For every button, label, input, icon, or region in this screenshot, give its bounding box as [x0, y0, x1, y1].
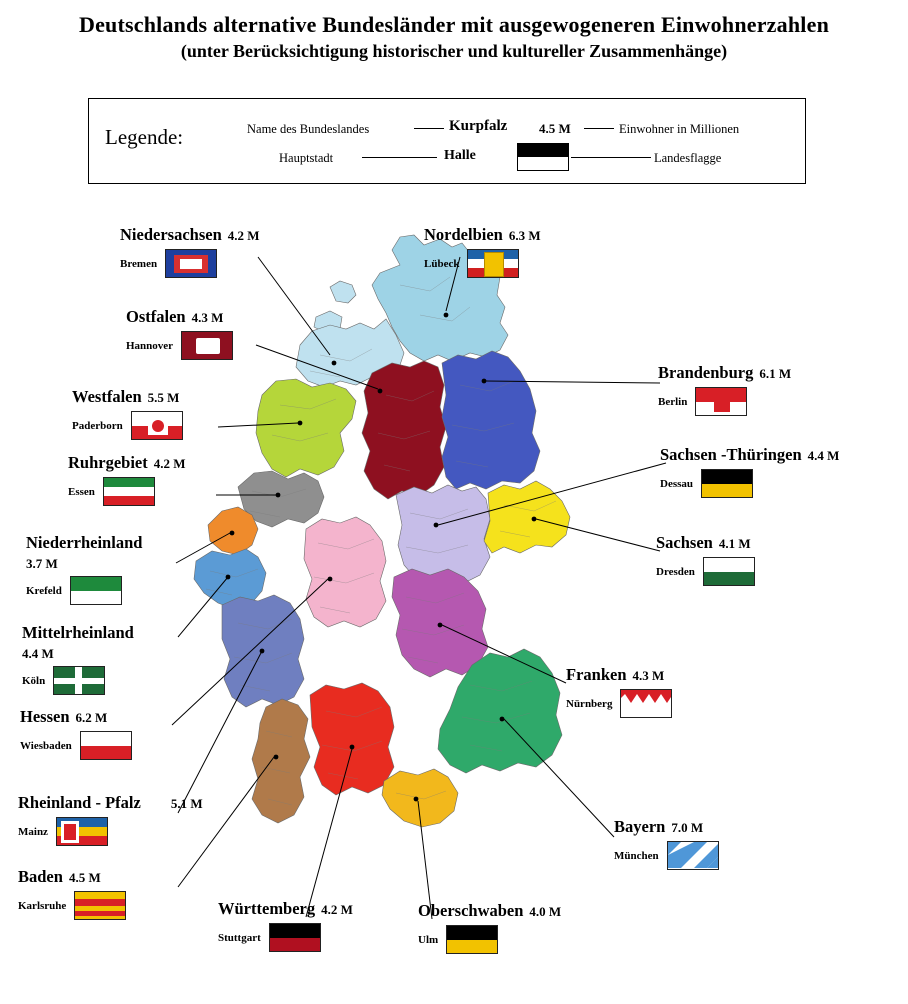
label-ruhrgebiet[interactable] [68, 453, 186, 506]
city-dot-paderborn [298, 421, 303, 426]
state-population: 5.5 M [147, 390, 180, 405]
label-westfalen[interactable] [72, 387, 183, 440]
city-dot-essen [276, 493, 281, 498]
state-population: 6.2 M [75, 710, 108, 725]
state-capital: Lübeck [424, 257, 460, 270]
state-name: Niedersachsen [120, 225, 222, 244]
city-dot-muenchen [500, 717, 505, 722]
state-capital: Stuttgart [218, 931, 261, 944]
city-dot-berlin [482, 379, 487, 384]
label-nordelbien[interactable] [424, 225, 541, 278]
flag-sachsen [703, 557, 755, 586]
region-sachsen[interactable] [484, 481, 570, 553]
legend-flag-example [517, 143, 569, 171]
map-area [0, 195, 908, 995]
city-dot-wiesbaden [328, 577, 333, 582]
state-name: Bayern [614, 817, 666, 836]
flag-oberschwaben [446, 925, 498, 954]
legend-leader-2 [584, 128, 614, 129]
title-main: Deutschlands alternative Bundesländer mit ausgewogeneren Einwohnerzahlen [78, 12, 829, 37]
region-wuerttemberg[interactable] [310, 683, 394, 795]
region-hessen[interactable] [304, 517, 386, 627]
region-mittelrheinland[interactable] [194, 549, 266, 609]
city-dot-ulm [414, 797, 419, 802]
label-sachsen[interactable] [656, 533, 755, 586]
state-population: 5.1 M [170, 796, 203, 811]
region-brandenburg[interactable] [442, 351, 540, 489]
state-population: 4.2 M [227, 228, 260, 243]
title-subtitle: (unter Berücksichtigung historischer und kultureller Zusammenhänge) [180, 41, 728, 62]
state-capital: Dresden [656, 565, 695, 578]
city-dot-stuttgart [350, 745, 355, 750]
state-capital: Bremen [120, 257, 158, 270]
state-name: Oberschwaben [418, 901, 524, 920]
label-mittelrheinland[interactable] [22, 623, 134, 695]
state-capital: Karlsruhe [18, 899, 67, 912]
state-population: 4.2 M [153, 456, 186, 471]
page-title [0, 12, 908, 63]
flag-brandenburg [695, 387, 747, 416]
city-dot-bremen [332, 361, 337, 366]
legend-name-example: Kurpfalz [449, 118, 508, 134]
state-capital: Wiesbaden [20, 739, 72, 752]
state-name: Sachsen [656, 533, 713, 552]
state-name: Brandenburg [658, 363, 754, 382]
region-baden[interactable] [252, 699, 310, 823]
legend-leader-1 [414, 128, 444, 129]
city-dot-hannover [378, 389, 383, 394]
city-dot-dresden [532, 517, 537, 522]
flag-nordelbien [467, 249, 519, 278]
state-name: Franken [566, 665, 627, 684]
state-capital: Mainz [18, 825, 48, 838]
city-dot-nuernberg [438, 623, 443, 628]
state-population: 4.4 M [807, 448, 840, 463]
label-hessen[interactable] [20, 707, 132, 760]
legend [88, 98, 806, 184]
region-ostfalen[interactable] [362, 361, 446, 499]
state-population: 4.5 M [68, 870, 101, 885]
region-westfalen[interactable] [256, 379, 356, 477]
flag-ruhrgebiet [103, 477, 155, 506]
state-name: Nordelbien [424, 225, 503, 244]
city-dot-karlsruhe [274, 755, 279, 760]
state-name: Rheinland - Pfalz [18, 793, 141, 812]
label-oberschwaben[interactable] [418, 901, 561, 954]
legend-name-label: Name des Bundeslandes [247, 122, 370, 136]
state-population: 3.7 M [26, 556, 58, 571]
flag-rheinland-pfalz [56, 817, 108, 846]
region-north-coast-detail [330, 281, 356, 303]
legend-leader-3 [362, 157, 437, 158]
legend-pop-example: 4.5 M [539, 121, 571, 136]
state-capital: München [614, 849, 659, 862]
state-population: 4.1 M [718, 536, 751, 551]
state-name: Mittelrheinland [22, 623, 134, 642]
state-capital: Ulm [418, 933, 439, 946]
flag-bayern [667, 841, 719, 870]
label-sachsen-thueringen[interactable] [660, 445, 839, 498]
state-capital: Köln [22, 674, 46, 687]
flag-mittelrheinland [53, 666, 105, 695]
city-dot-krefeld [230, 531, 235, 536]
state-population: 4.0 M [529, 904, 562, 919]
state-name: Westfalen [72, 387, 142, 406]
flag-sachsen-thueringen [701, 469, 753, 498]
state-population: 4.4 M [22, 646, 54, 661]
legend-pop-label: Einwohner in Millionen [619, 122, 740, 136]
city-dot-luebeck [444, 313, 449, 318]
state-name: Hessen [20, 707, 70, 726]
flag-hessen [80, 731, 132, 760]
state-capital: Paderborn [72, 419, 123, 432]
label-niederrheinland[interactable] [26, 533, 142, 605]
label-bayern[interactable] [614, 817, 719, 870]
legend-flag-label: Landesflagge [654, 151, 722, 165]
legend-title: Legende: [105, 125, 184, 149]
state-population: 6.3 M [508, 228, 541, 243]
state-name: Baden [18, 867, 63, 886]
state-population: 4.2 M [321, 902, 353, 917]
state-population: 6.1 M [759, 366, 792, 381]
legend-leader-4 [571, 157, 651, 158]
state-capital: Essen [68, 485, 95, 498]
state-capital: Berlin [658, 395, 688, 408]
label-niedersachsen[interactable] [120, 225, 260, 278]
label-brandenburg[interactable] [658, 363, 791, 416]
flag-wuerttemberg [269, 923, 321, 952]
state-name: Ruhrgebiet [68, 453, 148, 472]
label-franken[interactable] [566, 665, 672, 718]
state-name: Ostfalen [126, 307, 186, 326]
label-wuerttemberg[interactable] [218, 899, 353, 952]
flag-westfalen [131, 411, 183, 440]
state-name: Württemberg [218, 899, 316, 918]
label-ostfalen[interactable] [126, 307, 233, 360]
flag-niedersachsen [165, 249, 217, 278]
city-dot-dessau [434, 523, 439, 528]
flag-baden [74, 891, 126, 920]
flag-franken [620, 689, 672, 718]
state-name: Sachsen -Thüringen [660, 445, 802, 464]
state-population: 4.3 M [632, 668, 665, 683]
legend-capital-label: Hauptstadt [279, 151, 334, 165]
state-name: Niederrheinland [26, 533, 143, 552]
label-baden[interactable] [18, 867, 126, 920]
state-capital: Dessau [660, 477, 694, 490]
flag-ostfalen [181, 331, 233, 360]
state-capital: Krefeld [26, 584, 62, 597]
state-capital: Hannover [126, 339, 174, 352]
label-rheinland-pfalz[interactable] [18, 793, 203, 846]
state-capital: Nürnberg [566, 697, 613, 710]
legend-capital-example: Halle [444, 148, 476, 163]
state-population: 7.0 M [671, 820, 704, 835]
flag-niederrheinland [70, 576, 122, 605]
state-population: 4.3 M [191, 310, 224, 325]
